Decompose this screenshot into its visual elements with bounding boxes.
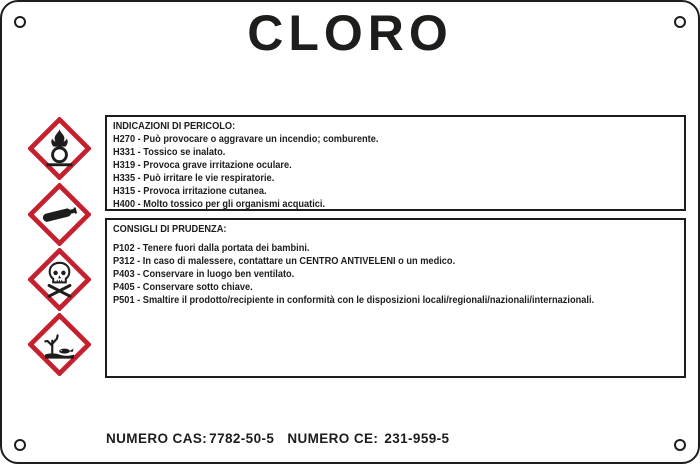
environment-hazard-icon bbox=[28, 313, 91, 376]
screw-hole-bottom-left bbox=[14, 439, 26, 451]
precaution-statements-box bbox=[105, 218, 686, 378]
precaution-statement: P102 - Tenere fuori dalla portata dei bambini. bbox=[113, 242, 310, 254]
precaution-header: CONSIGLI DI PRUDENZA: bbox=[113, 223, 227, 235]
hazard-header: INDICAZIONI DI PERICOLO: bbox=[113, 120, 236, 132]
ce-number-value: 231-959-5 bbox=[384, 431, 450, 446]
registry-numbers bbox=[106, 431, 449, 446]
hazard-statements-box bbox=[105, 115, 686, 211]
precaution-statement: P312 - In caso di malessere, contattare un CENTRO ANTIVELENI o un medico. bbox=[113, 255, 456, 267]
screw-hole-bottom-right bbox=[674, 439, 686, 451]
sign-title: CLORO bbox=[247, 5, 453, 61]
flame-over-circle-icon bbox=[28, 117, 91, 180]
gas-cylinder-icon bbox=[28, 183, 91, 246]
hazard-statement: H270 - Può provocare o aggravare un incendio; comburente. bbox=[113, 133, 379, 145]
ce-number-label: NUMERO CE: bbox=[287, 431, 379, 446]
hazard-statement: H331 - Tossico se inalato. bbox=[113, 146, 226, 158]
skull-and-crossbones-icon bbox=[28, 248, 91, 311]
hazard-statement: H315 - Provoca irritazione cutanea. bbox=[113, 185, 267, 197]
precaution-statement: P403 - Conservare in luogo ben ventilato. bbox=[113, 268, 295, 280]
precaution-statement: P501 - Smaltire il prodotto/recipiente in conformità con le disposizioni locali/regionali/nazionali/internazionali. bbox=[113, 294, 595, 306]
cas-number-value: 7782-50-5 bbox=[209, 431, 275, 446]
precaution-statement: P405 - Conservare sotto chiave. bbox=[113, 281, 253, 293]
cas-number-label: NUMERO CAS: bbox=[106, 431, 208, 446]
hazard-statement: H319 - Provoca grave irritazione oculare. bbox=[113, 159, 292, 171]
hazard-statement: H400 - Molto tossico per gli organismi acquatici. bbox=[113, 198, 326, 210]
hazard-statement: H335 - Può irritare le vie respiratorie. bbox=[113, 172, 275, 184]
